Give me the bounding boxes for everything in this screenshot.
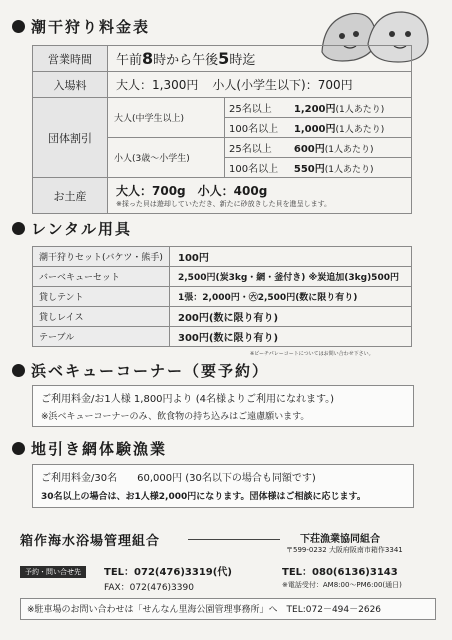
rental-item-price: 1張：2,000円・㊅2,500円(数に限り有り) xyxy=(170,287,412,307)
group-row-count: 100名以上 xyxy=(225,118,294,138)
group-row-price: 600円(1人あたり) xyxy=(294,138,412,158)
bbq-info-box xyxy=(32,385,414,427)
group-row-count: 25名以上 xyxy=(225,138,294,158)
group-adult-label: 大人(中学生以上) xyxy=(108,98,225,138)
bbq-note-line: ※浜ベキューコーナーのみ、飲食物の持ち込みはご遠慮願います。 xyxy=(41,412,310,422)
bbq-price-line: ご利用料金/お1人様 1,800円より (4名様よりご利用になれます。) xyxy=(41,394,335,405)
rental-item-price: 2,500円(炭3kg・網・釜付き) ※炭追加(3kg)500円 xyxy=(170,267,412,287)
section-title-rental: レンタル用具 xyxy=(12,216,132,240)
rental-item-name: 潮干狩りセット(バケツ・熊手) xyxy=(33,247,170,267)
net-fishing-price-line: ご利用料金/30名 60,000円 (30名以下の場合も同額です) xyxy=(41,473,316,484)
rental-item-price: 300円(数に限り有り) xyxy=(170,327,412,347)
group-row-count: 100名以上 xyxy=(225,158,294,178)
net-fishing-note-line: 30名以上の場合は、お1人様2,000円になります。団体様はご相談に応じます。 xyxy=(41,492,366,502)
tel-secondary[interactable]: TEL：080(6136)3143 xyxy=(282,567,398,578)
group-row-price: 550円(1人あたり) xyxy=(294,158,412,178)
group-label: 団体割引 xyxy=(33,98,108,178)
group-row-price: 1,000円(1人あたり) xyxy=(294,118,412,138)
section-title-bbq: 浜ベキューコーナー（要予約） xyxy=(12,358,269,382)
section-title-net-fishing: 地引き網体験漁業 xyxy=(12,436,167,460)
entry-label: 入場料 xyxy=(33,72,108,98)
contact-label: 予約・問い合せ先 xyxy=(20,566,86,578)
souvenir-value: 大人：700g 小人：400g ※採った貝は遊却していただき、新たに砂放きした貝を進呈します。 xyxy=(108,178,412,214)
group-child-label: 小人(3歳〜小学生) xyxy=(108,138,225,178)
group-row-count: 25名以上 xyxy=(225,98,294,118)
parking-info: ※駐車場のお問い合わせは「せんなん里海公園管理事務所」へ TEL:072－494－2626 xyxy=(27,605,382,615)
org-address: 〒599-0232 大阪府阪南市箱作3341 xyxy=(286,546,403,554)
divider xyxy=(188,539,280,540)
rental-item-name: テーブル xyxy=(33,327,170,347)
phone-hours: ※電話受付：AM8:00〜PM6:00(通日) xyxy=(282,581,402,589)
rental-item-name: 貸しレイス xyxy=(33,307,170,327)
tel-primary[interactable]: TEL：072(476)3319(代) xyxy=(104,567,232,578)
price-table xyxy=(32,45,412,214)
hours-label: 営業時間 xyxy=(33,46,108,72)
org-name-2: 下荘漁業協同組合 xyxy=(300,534,380,545)
rental-footnote: ※ビーチパレーコートについてはお問い合わせ下さい。 xyxy=(250,351,374,357)
rental-item-price: 100円 xyxy=(170,247,412,267)
fax-number: FAX：072(476)3390 xyxy=(104,583,194,593)
souvenir-label: お土産 xyxy=(33,178,108,214)
hours-value: 午前8時から午後5時迄 xyxy=(108,46,412,72)
rental-item-name: バーベキューセット xyxy=(33,267,170,287)
bullet-icon xyxy=(12,20,25,33)
section-title-shiohigari: 潮干狩り料金表 xyxy=(12,14,150,38)
net-fishing-info-box xyxy=(32,464,414,508)
parking-info-box xyxy=(20,598,436,620)
group-row-price: 1,200円(1人あたり) xyxy=(294,98,412,118)
rental-item-price: 200円(数に限り有り) xyxy=(170,307,412,327)
bullet-icon xyxy=(12,364,25,377)
bullet-icon xyxy=(12,442,25,455)
entry-value: 大人：1,300円 小人(小学生以下)：700円 xyxy=(108,72,412,98)
bullet-icon xyxy=(12,222,25,235)
org-name: 箱作海水浴場管理組合 xyxy=(20,534,161,549)
rental-item-name: 貸しテント xyxy=(33,287,170,307)
rental-table xyxy=(32,246,412,347)
